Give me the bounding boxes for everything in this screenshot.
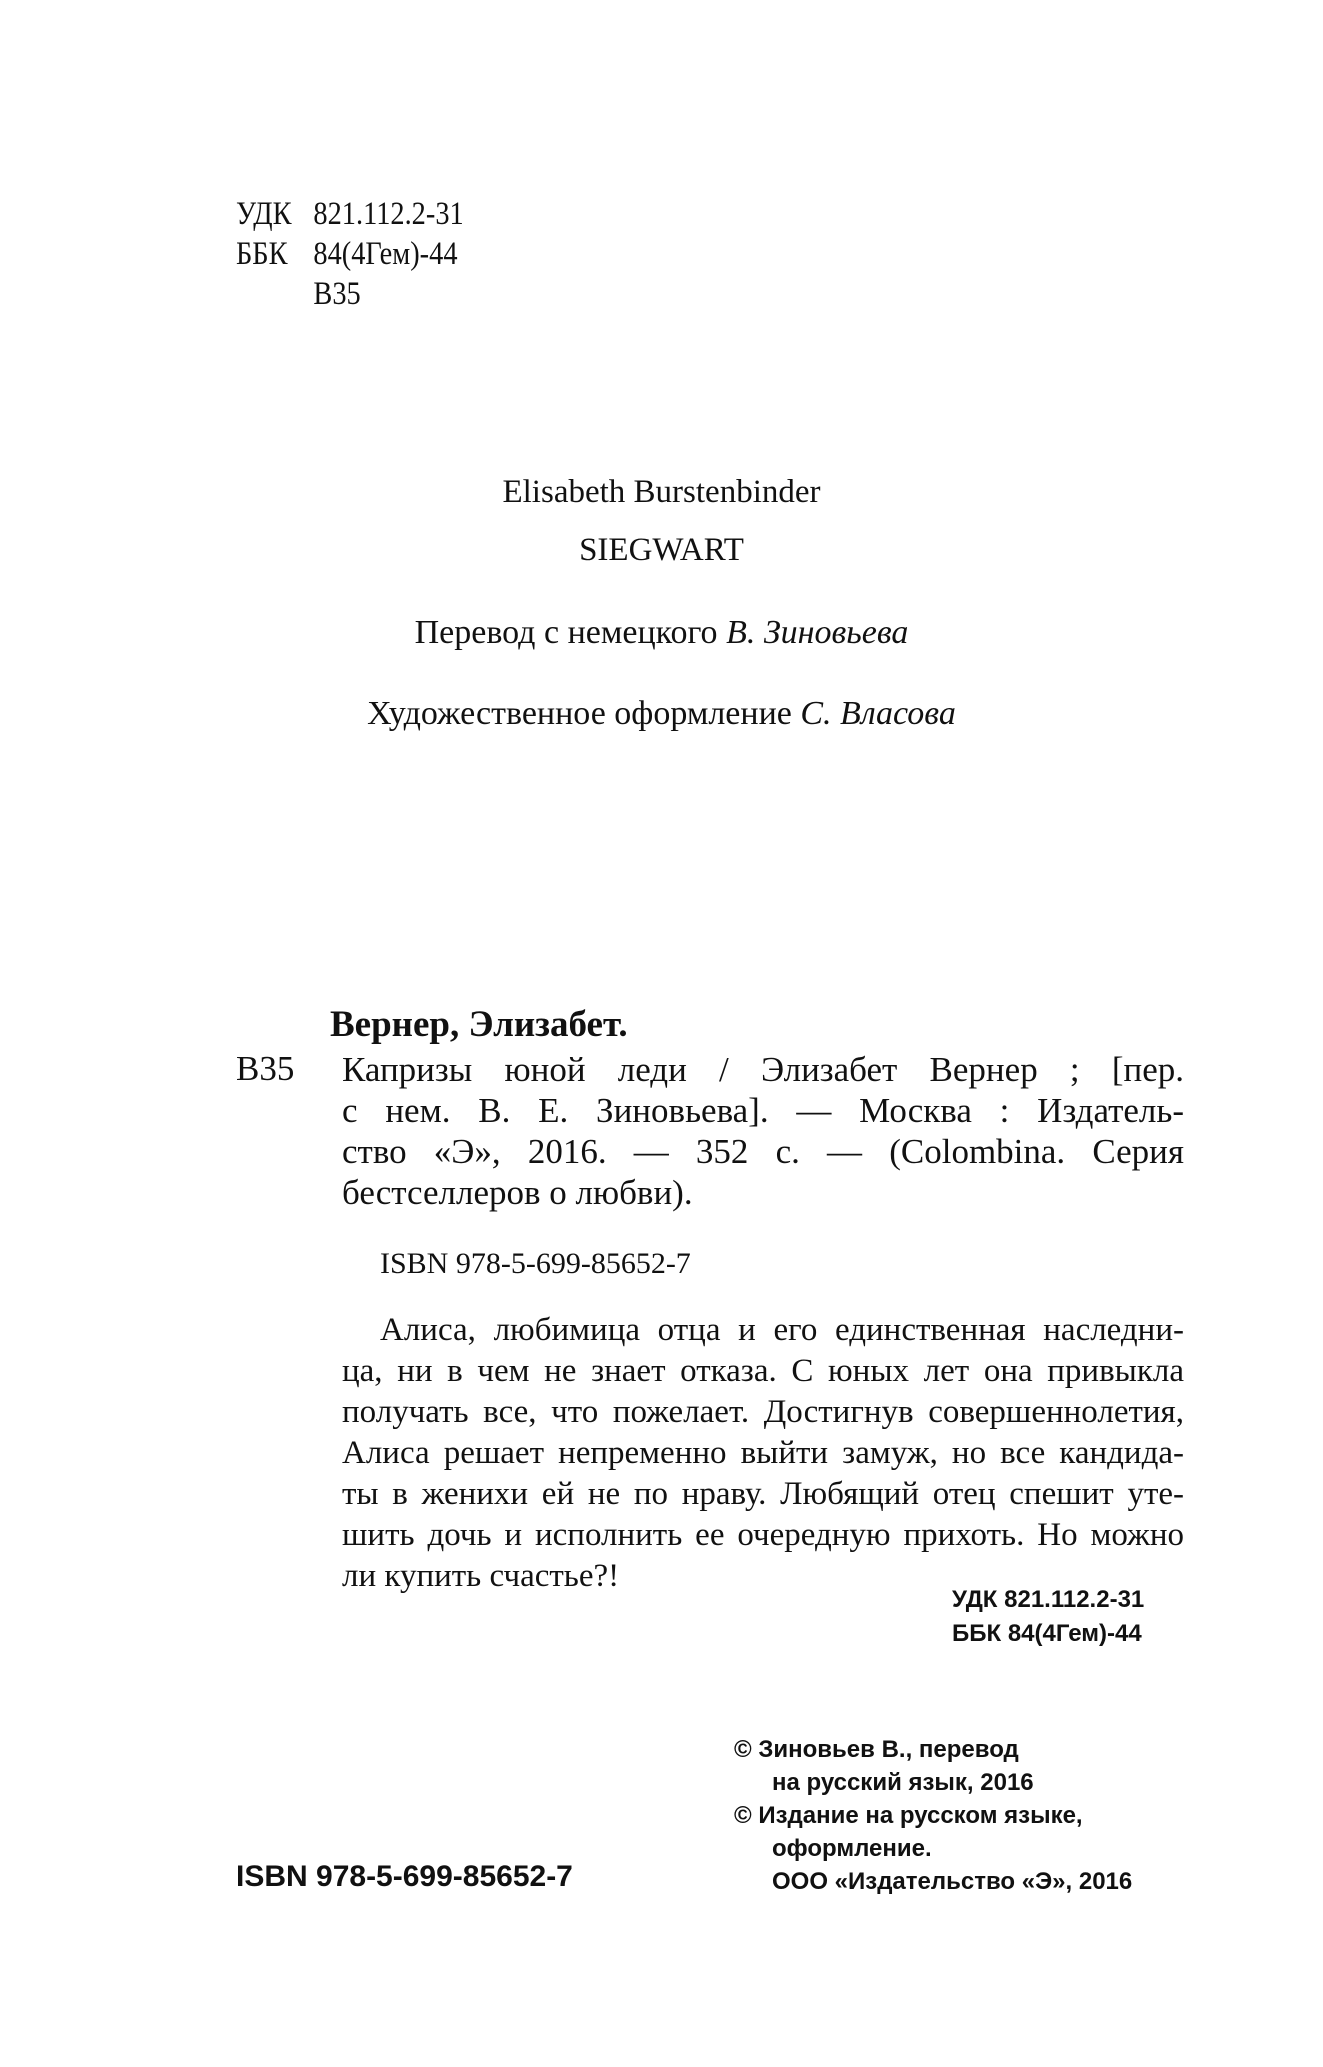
copyright-block xyxy=(734,1733,1132,1898)
catalog-description xyxy=(342,1049,1184,1213)
catalog-udk: УДК 821.112.2-31 xyxy=(952,1586,1145,1613)
design-credit xyxy=(0,695,1323,733)
catalog-heading: Вернер, Элизабет. xyxy=(330,1004,628,1045)
catalog-index xyxy=(952,1583,1144,1651)
catalog-sign: В35 xyxy=(236,1049,295,1088)
annotation-line: ты в женихи ей не по нраву. Любящий отец спешит уте- xyxy=(342,1476,1184,1512)
bbk-row xyxy=(236,234,501,274)
udk-row xyxy=(236,194,501,234)
original-title: SIEGWART xyxy=(579,532,744,568)
translation-prefix: Перевод с немецкого xyxy=(414,614,727,651)
design-prefix: Художественное оформление xyxy=(367,695,801,732)
description-line: с нем. В. Е. Зиновьева]. — Москва : Издатель- xyxy=(342,1091,1184,1130)
bbk-label: ББК xyxy=(236,236,288,272)
translation-credit xyxy=(0,614,1323,652)
udk-label: УДК xyxy=(236,196,292,232)
original-author: Elisabeth Burstenbinder xyxy=(502,474,821,510)
footer-isbn: ISBN 978-5-699-85652-7 xyxy=(236,1860,573,1893)
udk-value: 821.112.2-31 xyxy=(313,196,464,232)
description-line: Капризы юной леди / Элизабет Вернер ; [пер. xyxy=(342,1050,1184,1089)
annotation-line: ли купить счастье?! xyxy=(342,1558,620,1594)
annotation xyxy=(342,1310,1184,1597)
annotation-line: получать все, что пожелает. Достигнув совершеннолетия, xyxy=(342,1394,1184,1430)
author-sign-row xyxy=(236,274,501,314)
annotation-line: Алиса решает непременно выйти замуж, но все кандида- xyxy=(342,1435,1184,1471)
catalog-bbk: ББК 84(4Гем)-44 xyxy=(952,1620,1142,1647)
author-sign: В35 xyxy=(313,276,361,312)
description-line: бестселлеров о любви). xyxy=(342,1173,693,1212)
translator-name: В. Зиновьева xyxy=(726,614,909,651)
copyright-line: оформление. xyxy=(772,1835,932,1862)
bbk-value: 84(4Гем)-44 xyxy=(313,236,458,272)
copyright-line: на русский язык, 2016 xyxy=(772,1769,1034,1796)
annotation-line: ца, ни в чем не знает отказа. С юных лет она привыкла xyxy=(342,1353,1184,1389)
copyright-line: © Издание на русском языке, xyxy=(734,1802,1083,1829)
annotation-line: шить дочь и исполнить ее очередную прихоть. Но можно xyxy=(342,1517,1184,1553)
annotation-line: Алиса, любимица отца и его единственная наследни- xyxy=(380,1312,1184,1348)
copyright-line: ООО «Издательство «Э», 2016 xyxy=(772,1868,1133,1895)
designer-name: С. Власова xyxy=(800,695,956,732)
classification-block xyxy=(236,194,501,314)
catalog-isbn: ISBN 978-5-699-85652-7 xyxy=(380,1247,691,1280)
description-line: ство «Э», 2016. — 352 с. — (Colombina. Серия xyxy=(342,1132,1184,1171)
copyright-line: © Зиновьев В., перевод xyxy=(734,1736,1019,1763)
